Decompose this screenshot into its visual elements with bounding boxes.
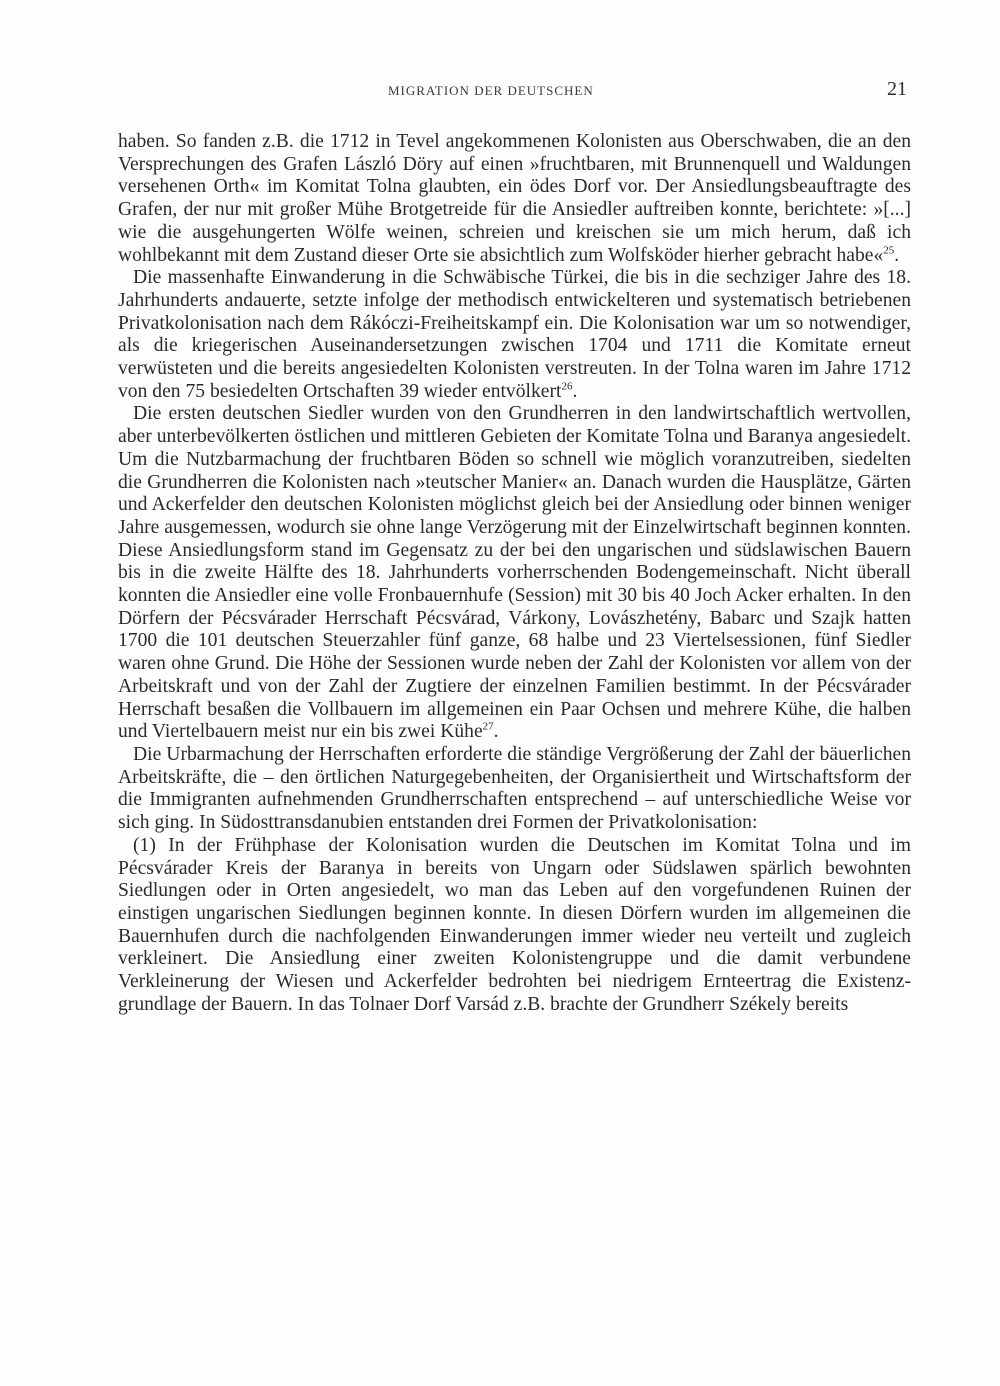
paragraph-text: haben. So fanden z.B. die 1712 in Tevel angekommenen Kolonisten aus Oberschwaben, die an den Versprechungen des Grafen László Döry auf einen »fruchtbaren, mit Brunnenquell und Waldungen versehenen Orth« im Komitat Tolna glaubten, ein ödes Dorf vor. Der Ansiedlungsbeauftragte des Grafen, der nur mit großer Mühe Brotgetreide für die Ansiedler auftreiben konnte, berichtete: »[...] wie die ausgehungerten Wölfe weinen, schreien und kreischen sie um mich herum, daß ich wohlbekannt mit dem Zustand dieser Orte sie absichtlich zum Wolfsköder hierher gebracht habe« (118, 131, 911, 266)
footnote-ref[interactable]: 27 (482, 720, 494, 733)
paragraph-end: . (572, 380, 578, 402)
paragraph-5 (118, 835, 911, 1017)
paragraph-text: (1) In der Frühphase der Kolonisation wurden die Deutschen im Komitat Tolna und im Pécsvárader Kreis der Baranya in bereits von Ungarn oder Südslawen spärlich bewohnten Siedlungen oder in Orten angesiedelt, wo man das Leben auf den vorgefundenen Ruinen der einstigen ungarischen Siedlungen beginnen konnte. In diesen Dörfern wurden im allgemeinen die Bauernhufen durch die nachfolgenden Einwanderungen immer wieder neu verteilt und zugleich verkleinert. Die Ansiedlung einer zweiten Kolonistengruppe und die damit verbundene Verkleinerung der Wiesen und Ackerfelder bedrohten bei niedrigem Ernteertrag die Existenzgrundlage der Bauern. In das Tolnaer Dorf Varsád z.B. brachte der Grundherr Székely bereits (118, 834, 911, 1015)
paragraph-1 (118, 131, 911, 267)
running-head: MIGRATION DER DEUTSCHEN (388, 83, 594, 98)
paragraph-text: Die massenhafte Einwanderung in die Schwäbische Türkei, die bis in die sechziger Jahre des 18. Jahrhunderts andauerte, setzte infolge der methodisch entwickelteren und systematisch betriebenen Privatkolonisation nach dem Rákóczi-Freiheitskampf ein. Die Kolonisation war um so notwendiger, als die kriegerischen Auseinandersetzungen zwischen 1704 und 1711 die Komitate erneut verwüsteten und die bereits angesiedelten Kolonisten verstreuten. In der Tolna waren im Jahre 1712 von den 75 besiedelten Ortschaften 39 wieder entvölkert (118, 267, 911, 402)
page-number: 21 (887, 78, 907, 100)
paragraph-text: Die Urbarmachung der Herrschaften erforderte die ständige Vergrößerung der Zahl der bäuerlichen Arbeitskräfte, die – den örtlichen Naturgegebenheiten, der Organisiertheit und Wirtschaftsform der die Immigranten aufnehmenden Grundherrschaften entsprechend – auf unterschiedliche Weise vor sich ging. In Südosttransdanubien entstanden drei Formen der Privatkolonisation: (118, 743, 911, 834)
footnote-ref[interactable]: 26 (561, 380, 573, 393)
paragraph-end: . (493, 721, 499, 743)
paragraph-3 (118, 403, 911, 744)
paragraph-end: . (894, 244, 900, 266)
footnote-ref[interactable]: 25 (883, 243, 895, 256)
paragraph-4 (118, 744, 911, 835)
body-text (118, 131, 911, 1016)
paragraph-2 (118, 267, 911, 403)
paragraph-text: Die ersten deutschen Siedler wurden von den Grundherren in den landwirtschaftlich wertvollen, aber unterbevölkerten östlichen und mittleren Gebieten der Komitate Tolna und Baranya angesiedelt. Um die Nutzbarmachung der fruchtbaren Böden so schnell wie möglich voranzutreiben, siedelten die Grundherren die Kolonisten nach »teutscher Manier« an. Danach wurden die Hausplätze, Gärten und Ackerfelder den deutschen Kolonisten möglichst gleich bei der Ansiedlung oder binnen weniger Jahre ausgemessen, wodurch sie ohne lange Verzögerung mit der Einzelwirtschaft beginnen konnten. Diese Ansiedlungsform stand im Gegensatz zu der bei den ungarischen und südslawischen Bauern bis in die zweite Hälfte des 18. Jahrhunderts vorherrschenden Bodengemeinschaft. Nicht überall konnten die Ansiedler eine volle Fronbauernhufe (Session) mit 30 bis 40 Joch Acker erhalten. In den Dörfern der Pécsvárader Herrschaft Pécsvárad, Várkony, Lovászhetény, Babarc und Szajk hatten 1700 die 101 deutschen Steuerzahler fünf ganze, 68 halbe und 23 Viertelsessionen, fünf Siedler waren ohne Grund. Die Höhe der Sessionen wurde neben der Zahl der Kolonisten vor allem von der Arbeitskraft und von der Zahl der Zugtiere der einzelnen Familien bestimmt. In der Pécsvárader Herrschaft besaßen die Vollbauern im allgemeinen ein Paar Ochsen und mehrere Kühe, die halben und Viertelbauern meist nur ein bis zwei Kühe (118, 403, 911, 743)
